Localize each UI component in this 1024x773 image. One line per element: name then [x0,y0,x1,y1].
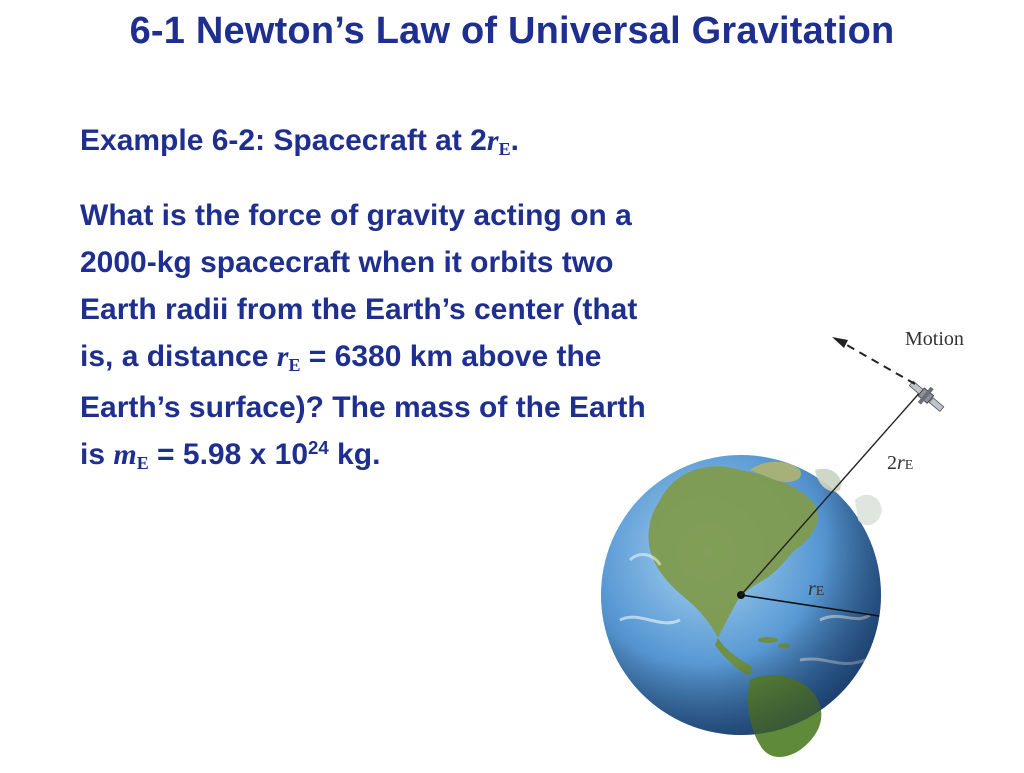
line4-var: r [276,340,289,373]
line6-var: m [113,438,137,471]
problem-line-3: Earth radii from the Earth’s center (that [80,293,638,326]
example-heading-suffix: . [510,124,519,157]
earth-globe [601,455,882,757]
example-heading-sub: E [498,138,511,159]
line4-sub: E [288,354,301,375]
orbit-label-coef: 2 [887,452,897,474]
problem-line-2: 2000-kg spacecraft when it orbits two [80,246,614,279]
line6-mid: = 5.98 x 10 [148,438,309,471]
slide-title: 6-1 Newton’s Law of Universal Gravitation [129,10,895,52]
example-heading-var: r [486,124,499,157]
orbit-label-var: r [897,452,905,474]
line4-prefix: is, a distance [80,340,277,373]
earth-radius-label [808,578,824,601]
example-heading-text: Example 6-2: Spacecraft at 2 [80,124,487,157]
problem-line-1: What is the force of gravity acting on a [80,199,632,232]
line6-suffix: kg. [328,438,381,471]
orbit-label-sub: E [904,458,914,473]
earth-orbit-svg [600,320,1024,768]
orbit-radius-label [887,452,913,475]
earth-orbit-figure [600,320,1024,768]
example-heading [80,124,519,158]
line6-prefix: is [80,438,114,471]
problem-line-5: Earth’s surface)? The mass of the Earth [80,391,646,424]
line6-sub: E [136,452,149,473]
line4-suffix: = 6380 km above the [300,340,602,373]
radius-label-var: r [808,578,816,600]
motion-arrow [832,337,915,384]
motion-label: Motion [905,328,964,350]
radius-label-sub: E [815,584,825,599]
line6-exp: 24 [308,436,329,458]
